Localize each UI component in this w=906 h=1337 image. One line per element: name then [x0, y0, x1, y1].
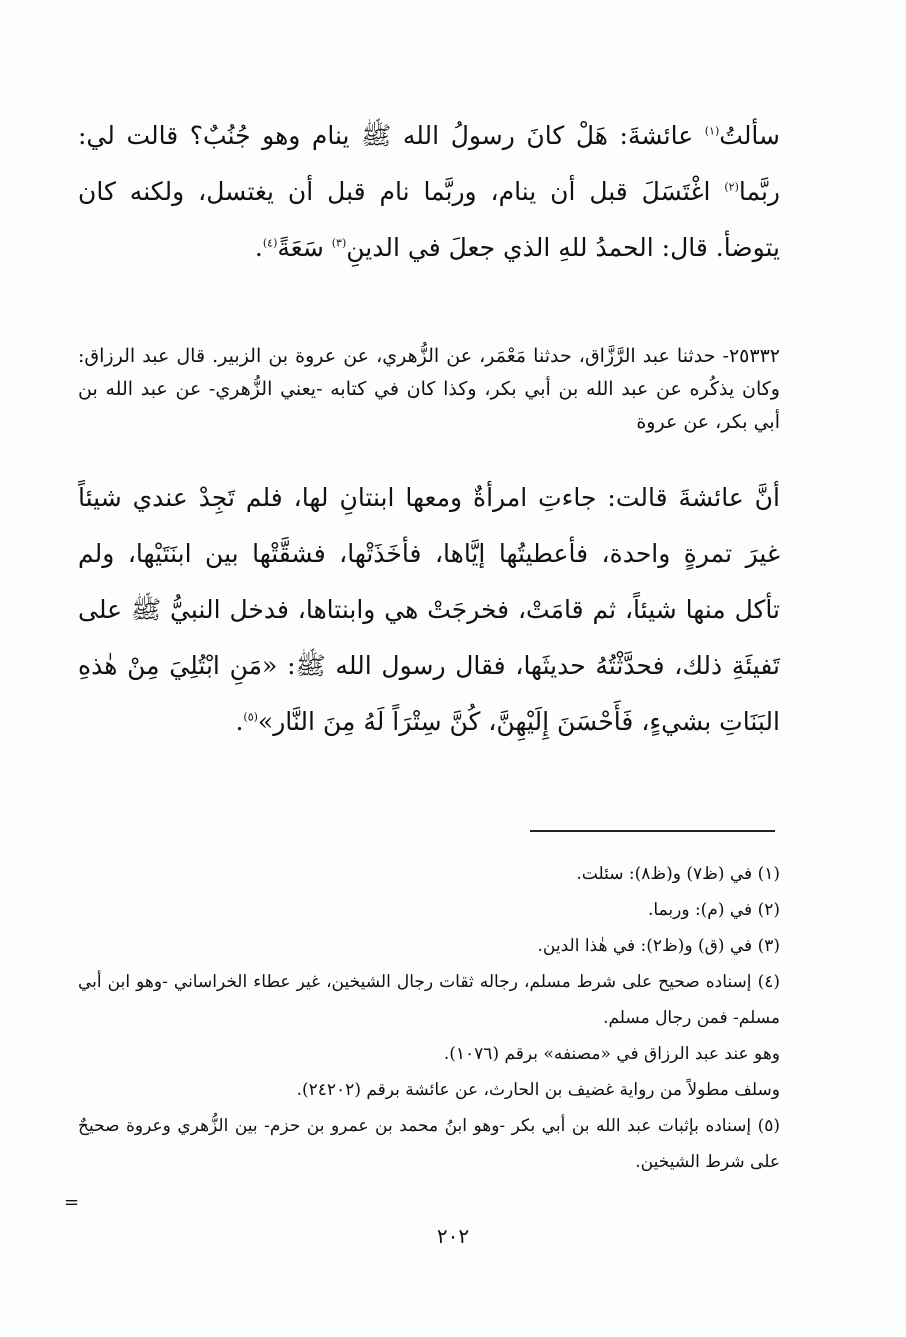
text-segment: . [254, 233, 263, 262]
footnote-4-continued: وهو عند عبد الرزاق في «مصنفه» برقم (١٠٧٦). [443, 1044, 780, 1064]
footnote-1: (١) في (ظ٧) و(ظ٨): سئلت. [576, 864, 780, 884]
footnotes [78, 856, 780, 1180]
text-segment: أنَّ عائشةَ قالت: جاءتِ امرأةٌ ومعها ابنتانِ لها، فلم تَجِدْ عندي شيئاً غيرَ تمرةٍ واحدة، فأعطيتُها إيَّاها، فأخَذَتْها، فشقَّتْها بين ابنَتَيْها، ولم تأكل منها شيئاً، ثم قامَتْ، فخرجَتْ هي وابنتاها، فدخل النبيُّ ﷺ على تَفيئَةِ ذلك، فحدَّثْتُهُ حديثَها، فقال رسول الله ﷺ: «مَنِ ابْتُلِيَ مِنْ هٰذهِ البَنَاتِ بشيءٍ، فَأَحْسَنَ إِلَيْهِنَّ، كُنَّ سِتْرَاً لَهُ مِنَ النَّار» [78, 483, 780, 736]
text-segment: . [235, 707, 244, 736]
footnote-divider [530, 830, 775, 832]
footnote-2: (٢) في (م): وربما. [647, 900, 780, 920]
text-segment: سألتُ [719, 121, 780, 150]
continuation-mark: = [64, 1192, 80, 1213]
hadith-paragraph-1 [78, 108, 780, 276]
page-number: ٢٠٢ [436, 1224, 470, 1248]
hadith-paragraph-2 [78, 470, 780, 750]
text-segment: اغْتَسَلَ قبل أن ينام، وربَّما نام قبل أن يغتسل، ولكنه كان يتوضأ. قال: الحمدُ للهِ الذي جعلَ في الدينِ [78, 177, 780, 262]
footnote-3: (٣) في (ق) و(ظ٢): في هٰذا الدين. [537, 936, 780, 956]
text-segment: عائشةَ: هَلْ كانَ رسولُ الله ﷺ ينام وهو جُنُبٌ؟ قالت لي: ربَّما [78, 121, 780, 206]
footnote-ref-3: (٣) [331, 236, 347, 250]
footnote-4-continued: وسلف مطولاً من رواية غضيف بن الحارث، عن عائشة برقم (٢٤٢٠٢). [296, 1080, 780, 1100]
footnote-5: (٥) إسناده بإثبات عبد الله بن أبي بكر -وهو ابنُ محمد بن عمرو بن حزم- بين الزُّهري وعروة صحيحٌ على شرط الشيخين. [78, 1116, 780, 1172]
footnote-ref-2: (٢) [724, 180, 739, 194]
footnote-ref-4: (٤) [262, 236, 278, 250]
footnote-ref-5: (٥) [243, 710, 258, 724]
footnote-4: (٤) إسناده صحيح على شرط مسلم، رجاله ثقات رجال الشيخين، غير عطاء الخراساني -وهو ابن أبي مسلم- فمن رجال مسلم. [78, 972, 780, 1028]
footnote-ref-1: (١) [704, 124, 720, 138]
isnad-paragraph: ٢٥٣٣٢- حدثنا عبد الرَّزَّاق، حدثنا مَعْمَر، عن الزُّهري، عن عروة بن الزبير. قال عبد الرزاق: وكان يذكُره عن عبد الله بن أبي بكر، وكذا كان في كتابه -يعني الزُّهري- عن عبد الله بن أبي بكر، عن عروة [78, 345, 780, 433]
text-segment: سَعَةً [277, 233, 332, 262]
